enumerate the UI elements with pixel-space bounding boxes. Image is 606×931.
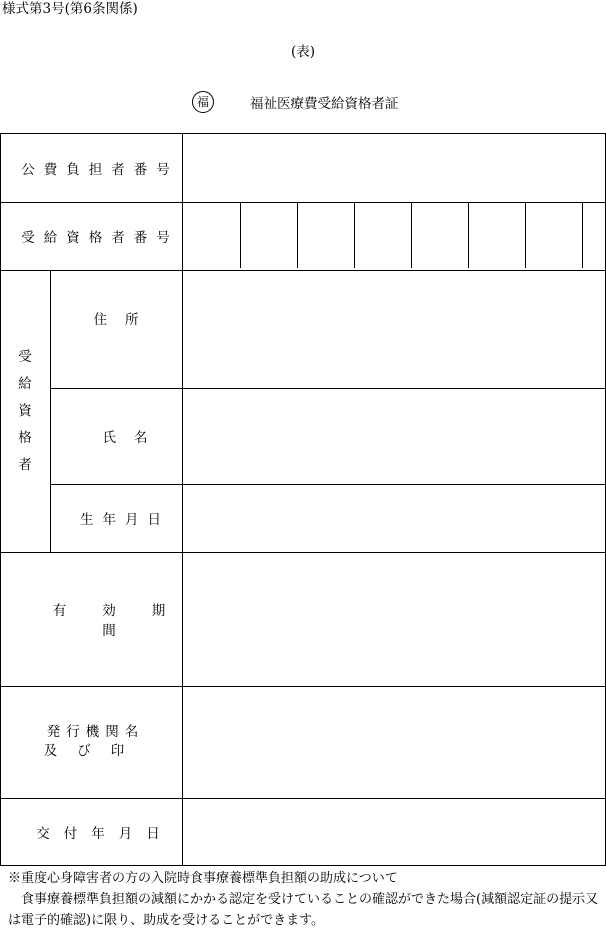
digit-box[interactable] xyxy=(297,202,354,268)
digit-box[interactable] xyxy=(582,202,606,268)
validity-field[interactable] xyxy=(183,553,605,686)
birth-date-field[interactable] xyxy=(183,485,605,552)
issuer-label xyxy=(0,686,182,798)
certificate-table xyxy=(0,133,606,866)
recipient-group-char: 格 xyxy=(18,429,32,446)
birth-date-label: 生年月日 xyxy=(80,512,170,528)
public-payer-field[interactable] xyxy=(183,134,605,202)
issue-date-field[interactable] xyxy=(183,799,605,865)
footnote-body: 食事療養標準負担額の減額にかかる認定を受けていることの確認ができた場合(減額認定証の提示又は電子的確認)に限り、助成を受けることができます。 xyxy=(8,892,599,928)
footnote xyxy=(8,868,604,931)
document-title: 福祉医療費受給資格者証 xyxy=(250,96,399,112)
address-label: 住所 xyxy=(93,312,157,328)
issuer-line1: 発行機関名 xyxy=(46,724,145,741)
validity-label: 有効期間 xyxy=(52,603,202,639)
issuer-field[interactable] xyxy=(183,687,605,798)
side-label: (表) xyxy=(290,44,316,60)
recipient-group-char: 者 xyxy=(18,456,32,473)
issue-date-label: 交付年月日 xyxy=(36,825,174,842)
recipient-group-label xyxy=(0,270,50,552)
recipient-group-char: 受 xyxy=(18,348,32,365)
footnote-heading: ※重度心身障害者の方の入院時食事療養標準負担額の助成について xyxy=(8,871,398,886)
name-label: 氏名 xyxy=(102,430,166,446)
name-field[interactable] xyxy=(183,389,605,484)
public-payer-label: 公費負担者番号 xyxy=(21,162,179,178)
digit-box[interactable] xyxy=(411,202,468,268)
digit-box[interactable] xyxy=(240,202,297,268)
digit-box[interactable] xyxy=(354,202,411,268)
form-code: 様式第3号(第6条関係) xyxy=(2,1,138,17)
issuer-line2: 及び印 xyxy=(43,743,145,759)
address-field[interactable] xyxy=(183,271,605,388)
digit-box[interactable] xyxy=(468,202,525,268)
recipient-group-char: 給 xyxy=(18,375,32,392)
digit-box[interactable] xyxy=(525,202,582,268)
document-title-row xyxy=(192,91,399,113)
recipient-number-boxes xyxy=(240,202,606,268)
recipient-group-char: 資 xyxy=(18,402,32,419)
recipient-number-label: 受給資格者番号 xyxy=(21,230,179,246)
fuku-seal-icon: 福 xyxy=(192,91,214,113)
